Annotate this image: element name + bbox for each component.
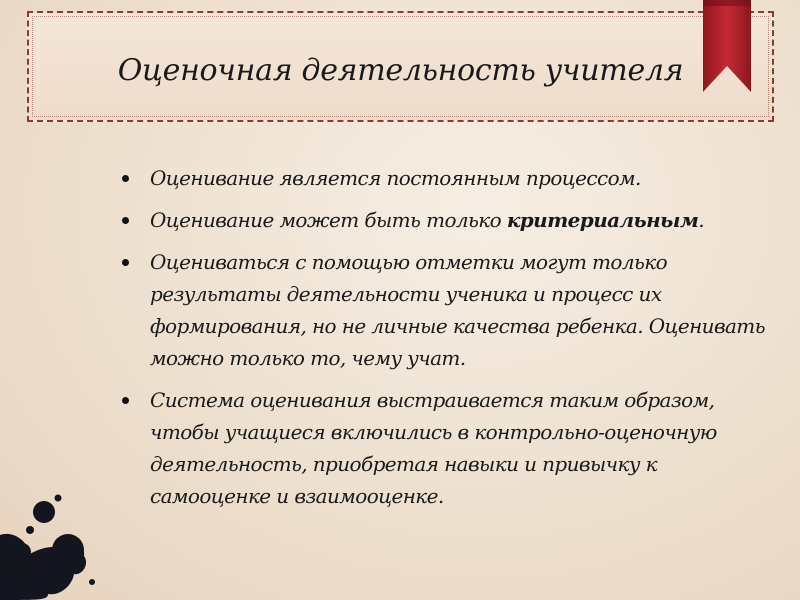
bullet-item (120, 204, 775, 236)
page-title: Оценочная деятельность учителя (117, 53, 684, 88)
bullet-text-bold: критериальным (506, 208, 699, 232)
bullet-dot-icon (122, 259, 129, 266)
bullet-list (120, 162, 775, 522)
bullet-item (120, 384, 775, 512)
bullet-text: Оцениваться с помощью отметки могут только результаты деятельности ученика и процесс их формирования, но не личные качества ребенка. Оценивать можно только то, чему учат. (150, 250, 765, 370)
bullet-item (120, 246, 775, 374)
bullet-text: Система оценивания выстраивается таким образом, чтобы учащиеся включились в контрольно-оценочную деятельность, приобретая навыки и привычку к самооценке и взаимооценке. (150, 388, 717, 508)
bullet-dot-icon (122, 397, 129, 404)
bullet-text-post: . (698, 208, 705, 232)
bullet-dot-icon (122, 217, 129, 224)
ink-splatter-icon (0, 490, 110, 600)
bullet-item (120, 162, 775, 194)
bullet-text-pre: Оценивание может быть только (150, 208, 507, 232)
bookmark-ribbon-icon (701, 0, 753, 92)
title-frame (27, 11, 774, 122)
bullet-text: Оценивание является постоянным процессом. (150, 166, 641, 190)
bullet-dot-icon (122, 175, 129, 182)
